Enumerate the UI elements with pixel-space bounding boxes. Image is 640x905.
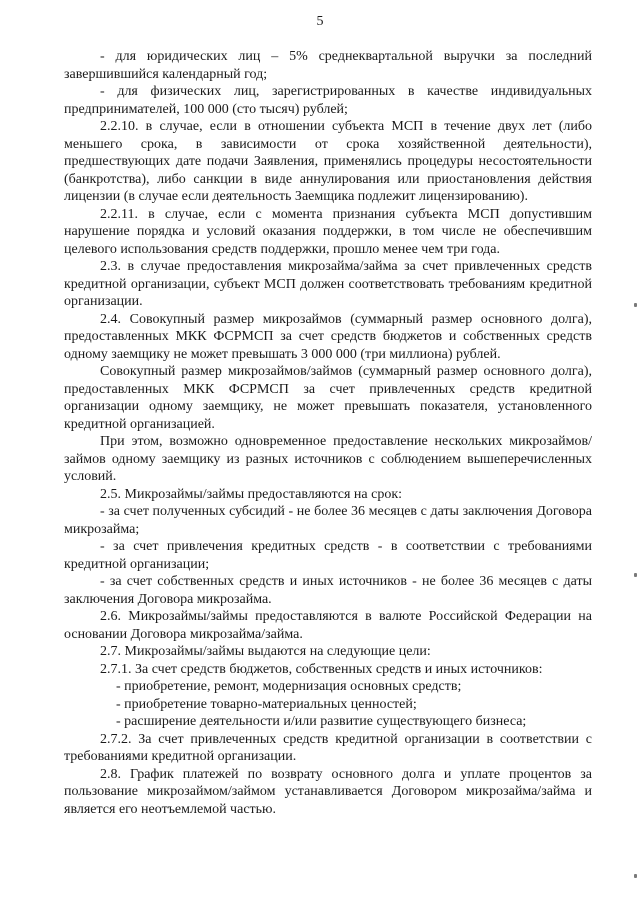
scan-punch-mark xyxy=(634,874,637,878)
document-text xyxy=(64,48,592,818)
paragraph-2-5: 2.5. Микрозаймы/займы предоставляются на срок: xyxy=(100,486,403,502)
paragraph-2-6: 2.6. Микрозаймы/займы предоставляются в валюте Российской Федерации на основании Договора микрозайма/займа. xyxy=(64,609,592,642)
paragraph-2-2-10: 2.2.10. в случае, если в отношении субъекта МСП в течение двух лет (либо меньшего срока, в зависимости от срока хозяйственной деятельности), предшествующих дате подачи Заявления, применялись процедуры несостоятельности (банкротства), либо санкции в виде аннулирования или приостановления действия лицензии (в случае если деятельность Заемщика подлежит лицензированию). xyxy=(64,119,592,204)
paragraph-term-subsidies: - за счет полученных субсидий - не более 36 месяцев с даты заключения Договора микрозайма; xyxy=(64,504,592,537)
paragraph-2-7-1: 2.7.1. За счет средств бюджетов, собственных средств и иных источников: xyxy=(100,661,543,677)
scan-punch-mark xyxy=(634,573,637,577)
scan-punch-mark xyxy=(634,303,637,307)
paragraph-total-size: Совокупный размер микрозаймов/займов (суммарный размер основного долга), предоставленных МКК ФСРМСП за счет привлеченных средств кредитной организации одному заемщику, не может превышать показателя, установленного кредитной организацией. xyxy=(64,364,592,432)
paragraph-2-7: 2.7. Микрозаймы/займы выдаются на следующие цели: xyxy=(100,644,431,659)
paragraph-2-4: 2.4. Совокупный размер микрозаймов (суммарный размер основного долга), предоставленных МКК ФСРМСП за счет средств бюджетов и собственных средств одному заемщику не может превышать 3 000 000 (три миллиона) рублей. xyxy=(64,311,592,362)
paragraph-term-own-funds: - за счет собственных средств и иных источников - не более 36 месяцев с даты заключения Договора микрозайма. xyxy=(64,574,592,607)
list-item-inventory: - приобретение товарно-материальных ценностей; xyxy=(116,696,417,712)
paragraph-simultaneous: При этом, возможно одновременное предоставление нескольких микрозаймов/займов одному заемщику из разных источников с соблюдением вышеперечисленных условий. xyxy=(64,434,592,484)
list-item-fixed-assets: - приобретение, ремонт, модернизация основных средств; xyxy=(116,679,462,694)
list-item-business-expansion: - расширение деятельности и/или развитие существующего бизнеса; xyxy=(116,714,527,729)
paragraph-2-2-11: 2.2.11. в случае, если с момента признания субъекта МСП допустившим нарушение порядка и условий оказания поддержки, в том числе не обеспечившим целевого использования средств поддержки, прошло менее чем три года. xyxy=(64,206,592,257)
paragraph-term-credit: - за счет привлечения кредитных средств - в соответствии с требованиями кредитной организации; xyxy=(64,539,592,572)
paragraph-2-8: 2.8. График платежей по возврату основного долга и уплате процентов за пользование микрозаймом/займом устанавливается Договором микрозайма/займа и является его неотъемлемой частью. xyxy=(64,766,592,817)
paragraph-legal-entities: - для юридических лиц – 5% среднеквартальной выручки за последний завершившийся календарный год; xyxy=(64,49,592,82)
paragraph-2-7-2: 2.7.2. За счет привлеченных средств кредитной организации в соответствии с требованиями кредитной организации. xyxy=(64,731,592,764)
paragraph-2-3: 2.3. в случае предоставления микрозайма/займа за счет привлеченных средств кредитной организации, субъект МСП должен соответствовать требованиям кредитной организации. xyxy=(64,259,592,309)
page-number: 5 xyxy=(316,14,324,29)
paragraph-individuals: - для физических лиц, зарегистрированных в качестве индивидуальных предпринимателей, 100 000 (сто тысяч) рублей; xyxy=(64,84,592,117)
